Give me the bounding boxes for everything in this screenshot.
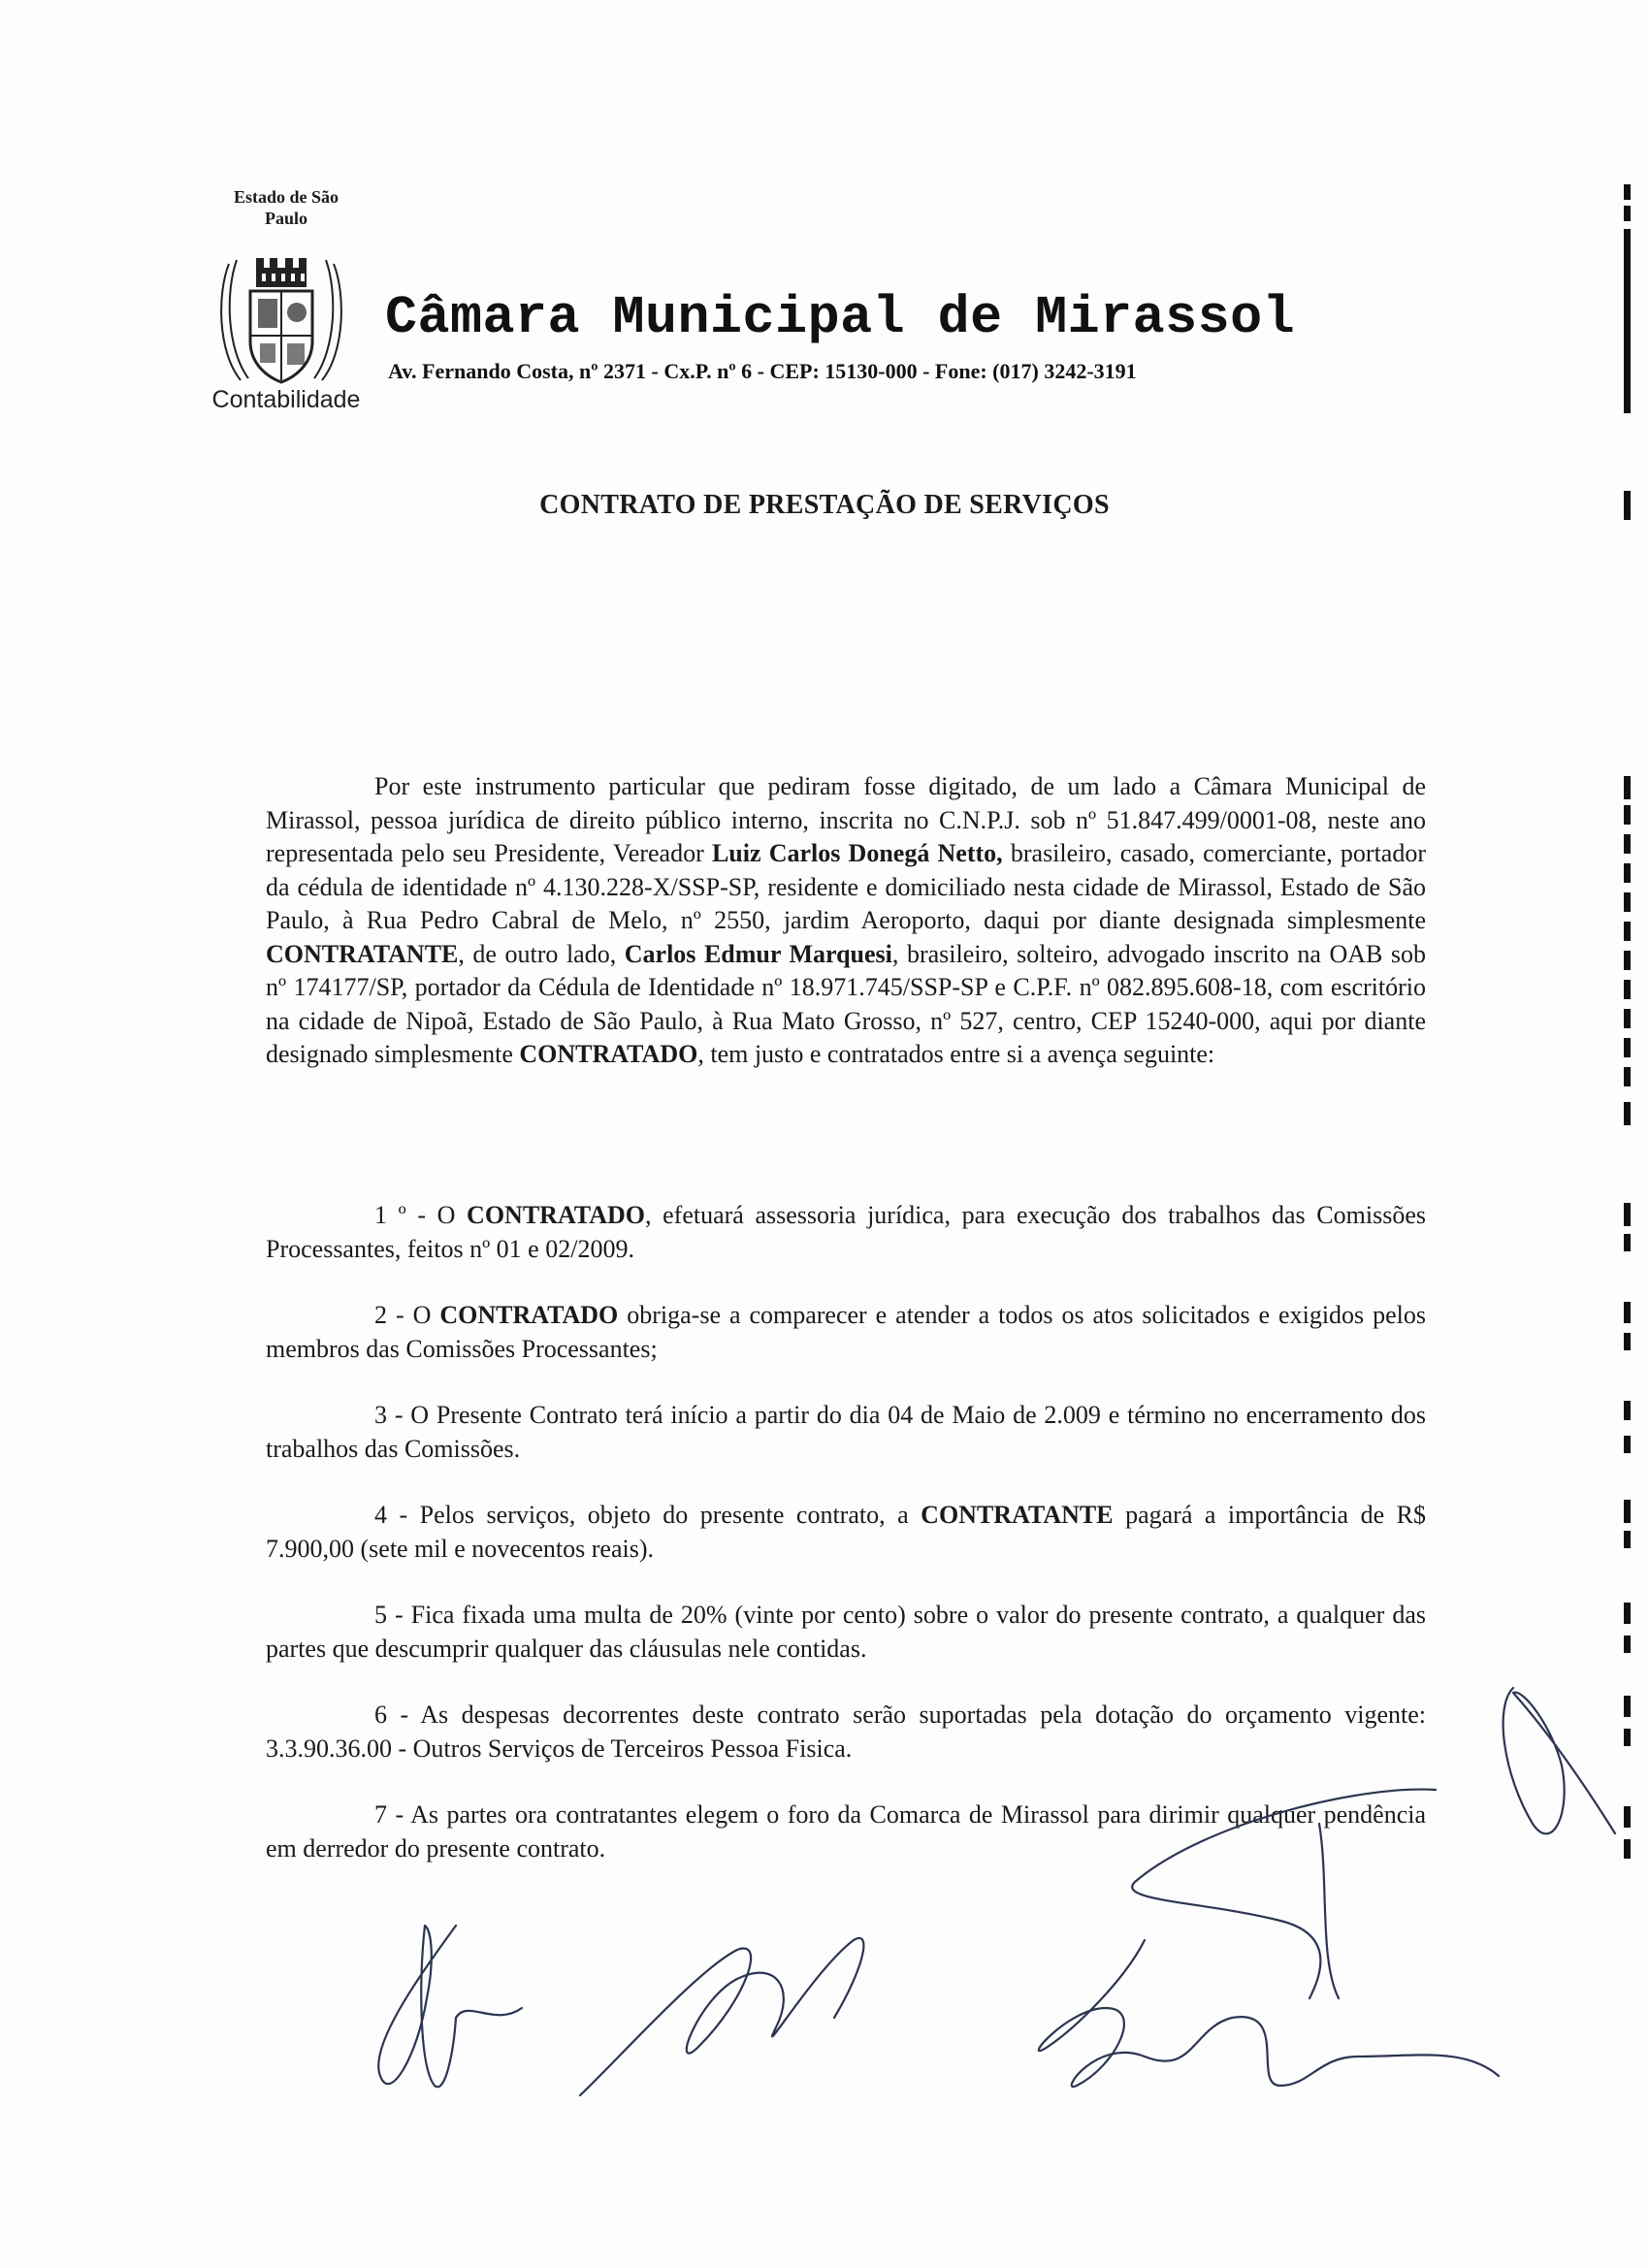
- initials: [1504, 1688, 1615, 1833]
- clause-5: 5 - Fica fixada uma multa de 20% (vinte por cento) sobre o valor do presente contrato, a qualquer das partes que descumprir qualquer das cláusulas nele contidas.: [266, 1601, 1426, 1663]
- clause-1: [266, 1199, 1426, 1266]
- intro-text: [266, 770, 1426, 1072]
- intro-part-5: , tem justo e contratados entre si a avença seguinte:: [697, 1040, 1215, 1068]
- edge-mark: [1624, 184, 1631, 200]
- edge-mark: [1624, 1531, 1631, 1548]
- clause-2: [266, 1299, 1426, 1366]
- clauses-list: [266, 1199, 1426, 1898]
- edge-mark: [1624, 1401, 1631, 1420]
- clause-2-pre: 2 - O: [374, 1301, 440, 1329]
- org-name: Câmara Municipal de Mirassol: [385, 287, 1296, 348]
- state-line-2: Paulo: [264, 209, 307, 228]
- intro-part-2: brasileiro, casado, comerciante, portador da cédula de identidade nº 4.130.228-X/SSP-SP, residente e domiciliado nesta cidade de Mirassol, Estado de São Paulo, à Rua Pedro Cabral de Melo, nº 2550, jardim Aeroporto, daqui por diante designada simplesmente: [266, 839, 1426, 934]
- document-title: CONTRATO DE PRESTAÇÃO DE SERVIÇOS: [539, 490, 1110, 520]
- edge-mark: [1624, 1500, 1631, 1523]
- edge-mark: [1624, 1333, 1631, 1350]
- edge-mark: [1624, 1636, 1631, 1653]
- edge-mark: [1624, 1696, 1631, 1717]
- edge-mark: [1624, 980, 1631, 999]
- clause-4-post: pagará a importância de R$ 7.900,00 (sete mil e novecentos reais).: [266, 1501, 1427, 1563]
- edge-mark: [1624, 1436, 1631, 1453]
- edge-mark: [1624, 1234, 1631, 1251]
- contratado-term: CONTRATADO: [519, 1040, 698, 1068]
- clause-7: 7 - As partes ora contratantes elegem o foro da Comarca de Mirassol para dirimir qualquer pendência em derredor do presente contrato.: [266, 1800, 1426, 1863]
- contractor-name: Carlos Edmur Marquesi: [624, 939, 892, 968]
- state-line-1: Estado de São: [233, 187, 340, 207]
- edge-mark: [1624, 1302, 1631, 1323]
- edge-mark: [1624, 951, 1631, 970]
- contratante-term: CONTRATANTE: [266, 939, 459, 968]
- signature-3: [1039, 1940, 1499, 2087]
- intro-part-4: , brasileiro, solteiro, advogado inscrito na OAB sob nº 174177/SP, portador da Cédula de Identidade nº 18.971.745/SSP-SP e C.P.F. nº 082.895.608-18, com escritório na cidade de Nipoã, Estado de São Paulo, à Rua Mato Grosso, nº 527, centro, CEP 15240-000, aqui por diante designado simplesmente: [266, 939, 1427, 1068]
- edge-mark: [1624, 1603, 1631, 1624]
- edge-mark: [1624, 834, 1631, 854]
- edge-mark: [1624, 1067, 1631, 1086]
- edge-mark: [1624, 1102, 1631, 1125]
- clause-2-bold: CONTRATADO: [439, 1301, 619, 1329]
- edge-mark: [1624, 922, 1631, 941]
- edge-mark: [1624, 491, 1631, 520]
- scan-edge-marks: [1610, 0, 1649, 2268]
- intro-part-1: Por este instrumento particular que pediram fosse digitado, de um lado a Câmara Municipal de Mirassol, pessoa jurídica de direito público interno, inscrita no C.N.P.J. sob nº 51.847.499/0001-08, neste ano representada pelo seu Presidente, Vereador: [266, 772, 1426, 867]
- edge-mark: [1624, 206, 1631, 221]
- edge-mark: [1624, 805, 1631, 825]
- edge-mark: [1624, 229, 1631, 413]
- president-name: Luiz Carlos Donegá Netto,: [711, 839, 1003, 867]
- state-label: [215, 186, 357, 229]
- intro-paragraph: [266, 770, 1426, 1072]
- department-label: Contabilidade: [211, 386, 361, 413]
- clause-1-post: , efetuará assessoria jurídica, para execução dos trabalhos das Comissões Processantes, feitos nº 01 e 02/2009.: [266, 1201, 1426, 1263]
- edge-mark: [1624, 1839, 1631, 1859]
- org-address: Av. Fernando Costa, nº 2371 - Cx.P. nº 6 - CEP: 15130-000 - Fone: (017) 3242-3191: [388, 359, 1137, 383]
- signature-2: [580, 1938, 863, 2095]
- signature-1: [378, 1926, 522, 2087]
- edge-mark: [1624, 1806, 1631, 1828]
- clause-6: 6 - As despesas decorrentes deste contrato serão suportadas pela dotação do orçamento vigente: 3.3.90.36.00 - Outros Serviços de Terceiros Pessoa Fisica.: [266, 1701, 1426, 1763]
- clause-2-post: obriga-se a comparecer e atender a todos os atos solicitados e exigidos pelos membros das Comissões Processantes;: [266, 1301, 1427, 1363]
- edge-mark: [1624, 1009, 1631, 1028]
- clause-3: 3 - O Presente Contrato terá início a partir do dia 04 de Maio de 2.009 e término no encerramento dos trabalhos das Comissões.: [266, 1401, 1426, 1463]
- edge-mark: [1624, 1203, 1631, 1226]
- clause-4-bold: CONTRATANTE: [921, 1501, 1114, 1529]
- edge-mark: [1624, 892, 1631, 912]
- edge-mark: [1624, 1038, 1631, 1057]
- municipal-crest-icon: [211, 244, 351, 390]
- edge-mark: [1624, 863, 1631, 883]
- edge-mark: [1624, 1729, 1631, 1746]
- intro-part-3: , de outro lado,: [458, 939, 625, 968]
- clause-4-pre: 4 - Pelos serviços, objeto do presente contrato, a: [374, 1501, 922, 1529]
- clause-1-pre: 1 º - O: [374, 1201, 468, 1229]
- clause-4: [266, 1499, 1426, 1566]
- clause-1-bold: CONTRATADO: [467, 1201, 645, 1229]
- edge-mark: [1624, 776, 1631, 799]
